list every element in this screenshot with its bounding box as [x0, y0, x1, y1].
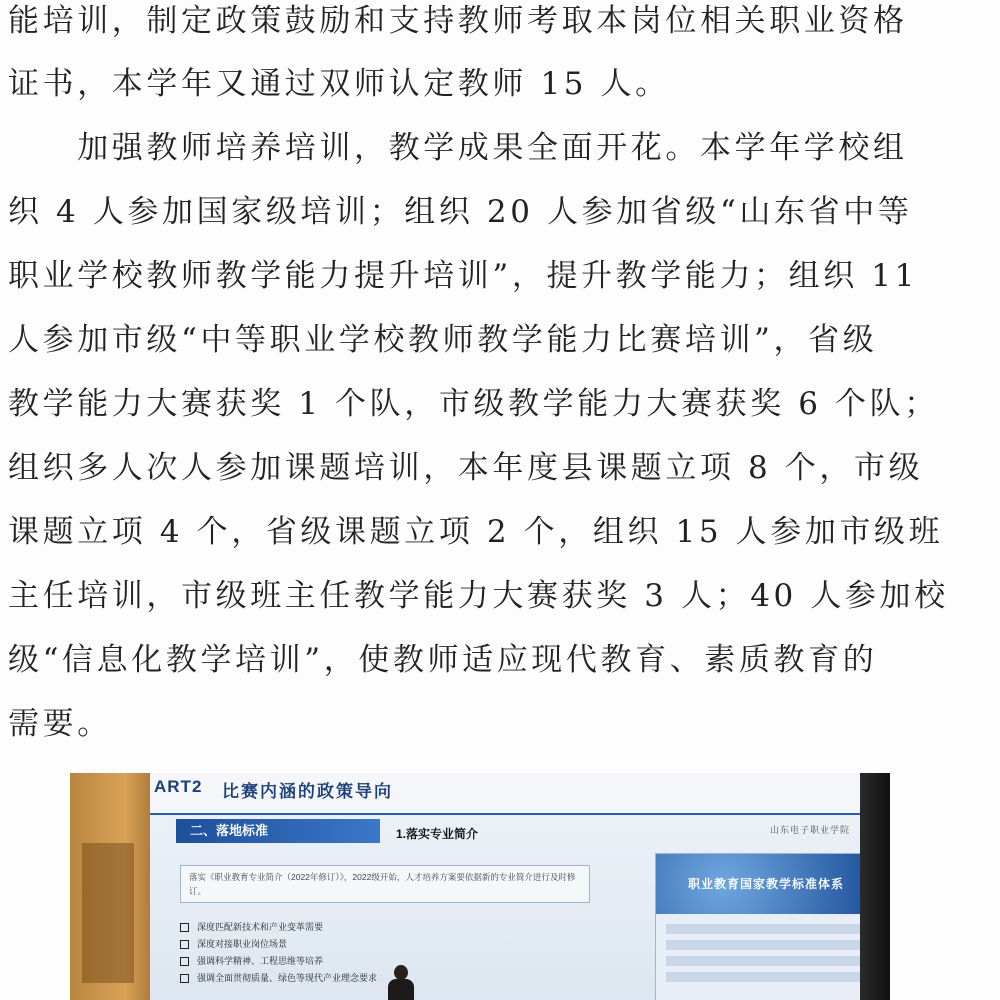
text-line-4: 织 4 人参加国家级培训；组织 20 人参加省级“山东省中等: [8, 194, 913, 230]
bullet-item: 强调全面贯彻质量、绿色等现代产业理念要求: [180, 970, 377, 987]
wooden-wall: [70, 773, 162, 1000]
checkbox-icon: [180, 940, 189, 949]
text-line-1: 能培训，制定政策鼓励和支持教师考取本岗位相关职业资格: [8, 3, 908, 39]
standards-panel-title: 职业教育国家教学标准体系: [656, 854, 876, 914]
standards-rows: [666, 924, 866, 988]
text-line-2: 证书，本学年又通过双师认定教师 15 人。: [8, 66, 670, 102]
text-line-11: 级“信息化教学培训”，使教师适应现代教育、素质教育的: [8, 642, 878, 678]
bullet-item: 深度匹配新技术和产业变革需要: [180, 919, 377, 936]
conference-photo: [70, 773, 890, 1000]
text-line-7: 教学能力大赛获奖 1 个队，市级教学能力大赛获奖 6 个队；: [8, 386, 939, 422]
section-tab: 二、落地标准: [176, 819, 380, 843]
checkbox-icon: [180, 974, 189, 983]
text-line-12: 需要。: [8, 706, 112, 742]
text-line-10: 主任培训，市级班主任教学能力大赛获奖 3 人；40 人参加校: [8, 578, 949, 614]
note-box: 落实《职业教育专业简介（2022年修订）》，2022级开始，人才培养方案要依据新的专业简介进行及时修订。: [180, 865, 590, 903]
text-line-3: 加强教师培养培训，教学成果全面开花。本学年学校组: [8, 130, 908, 166]
text-line-8: 组织多人次人参加课题培训，本年度县课题立项 8 个，市级: [8, 450, 924, 486]
bullet-item: 强调科学精神、工程思维等培养: [180, 953, 377, 970]
slide-title-bar: [150, 773, 880, 815]
text-line-5: 职业学校教师教学能力提升培训”，提升教学能力；组织 11: [8, 258, 918, 294]
projection-screen: [150, 773, 880, 1000]
bullet-list: [180, 919, 377, 987]
checkbox-icon: [180, 957, 189, 966]
checkbox-icon: [180, 923, 189, 932]
text-line-6: 人参加市级“中等职业学校教师教学能力比赛培训”，省级: [8, 322, 878, 358]
institution-text: 山东电子职业学院: [770, 825, 851, 835]
dark-foreground: [860, 773, 890, 1000]
part-label: ART2: [154, 777, 203, 796]
bullet-item: 深度对接职业岗位场景: [180, 936, 377, 953]
text-line-9: 课题立项 4 个，省级课题立项 2 个，组织 15 人参加市级班: [8, 514, 944, 550]
standards-panel: [655, 853, 877, 1000]
subsection-title: 1.落实专业简介: [396, 827, 479, 841]
presenter-figure: [386, 965, 416, 1000]
slide-title: 比赛内涵的政策导向: [222, 782, 393, 801]
